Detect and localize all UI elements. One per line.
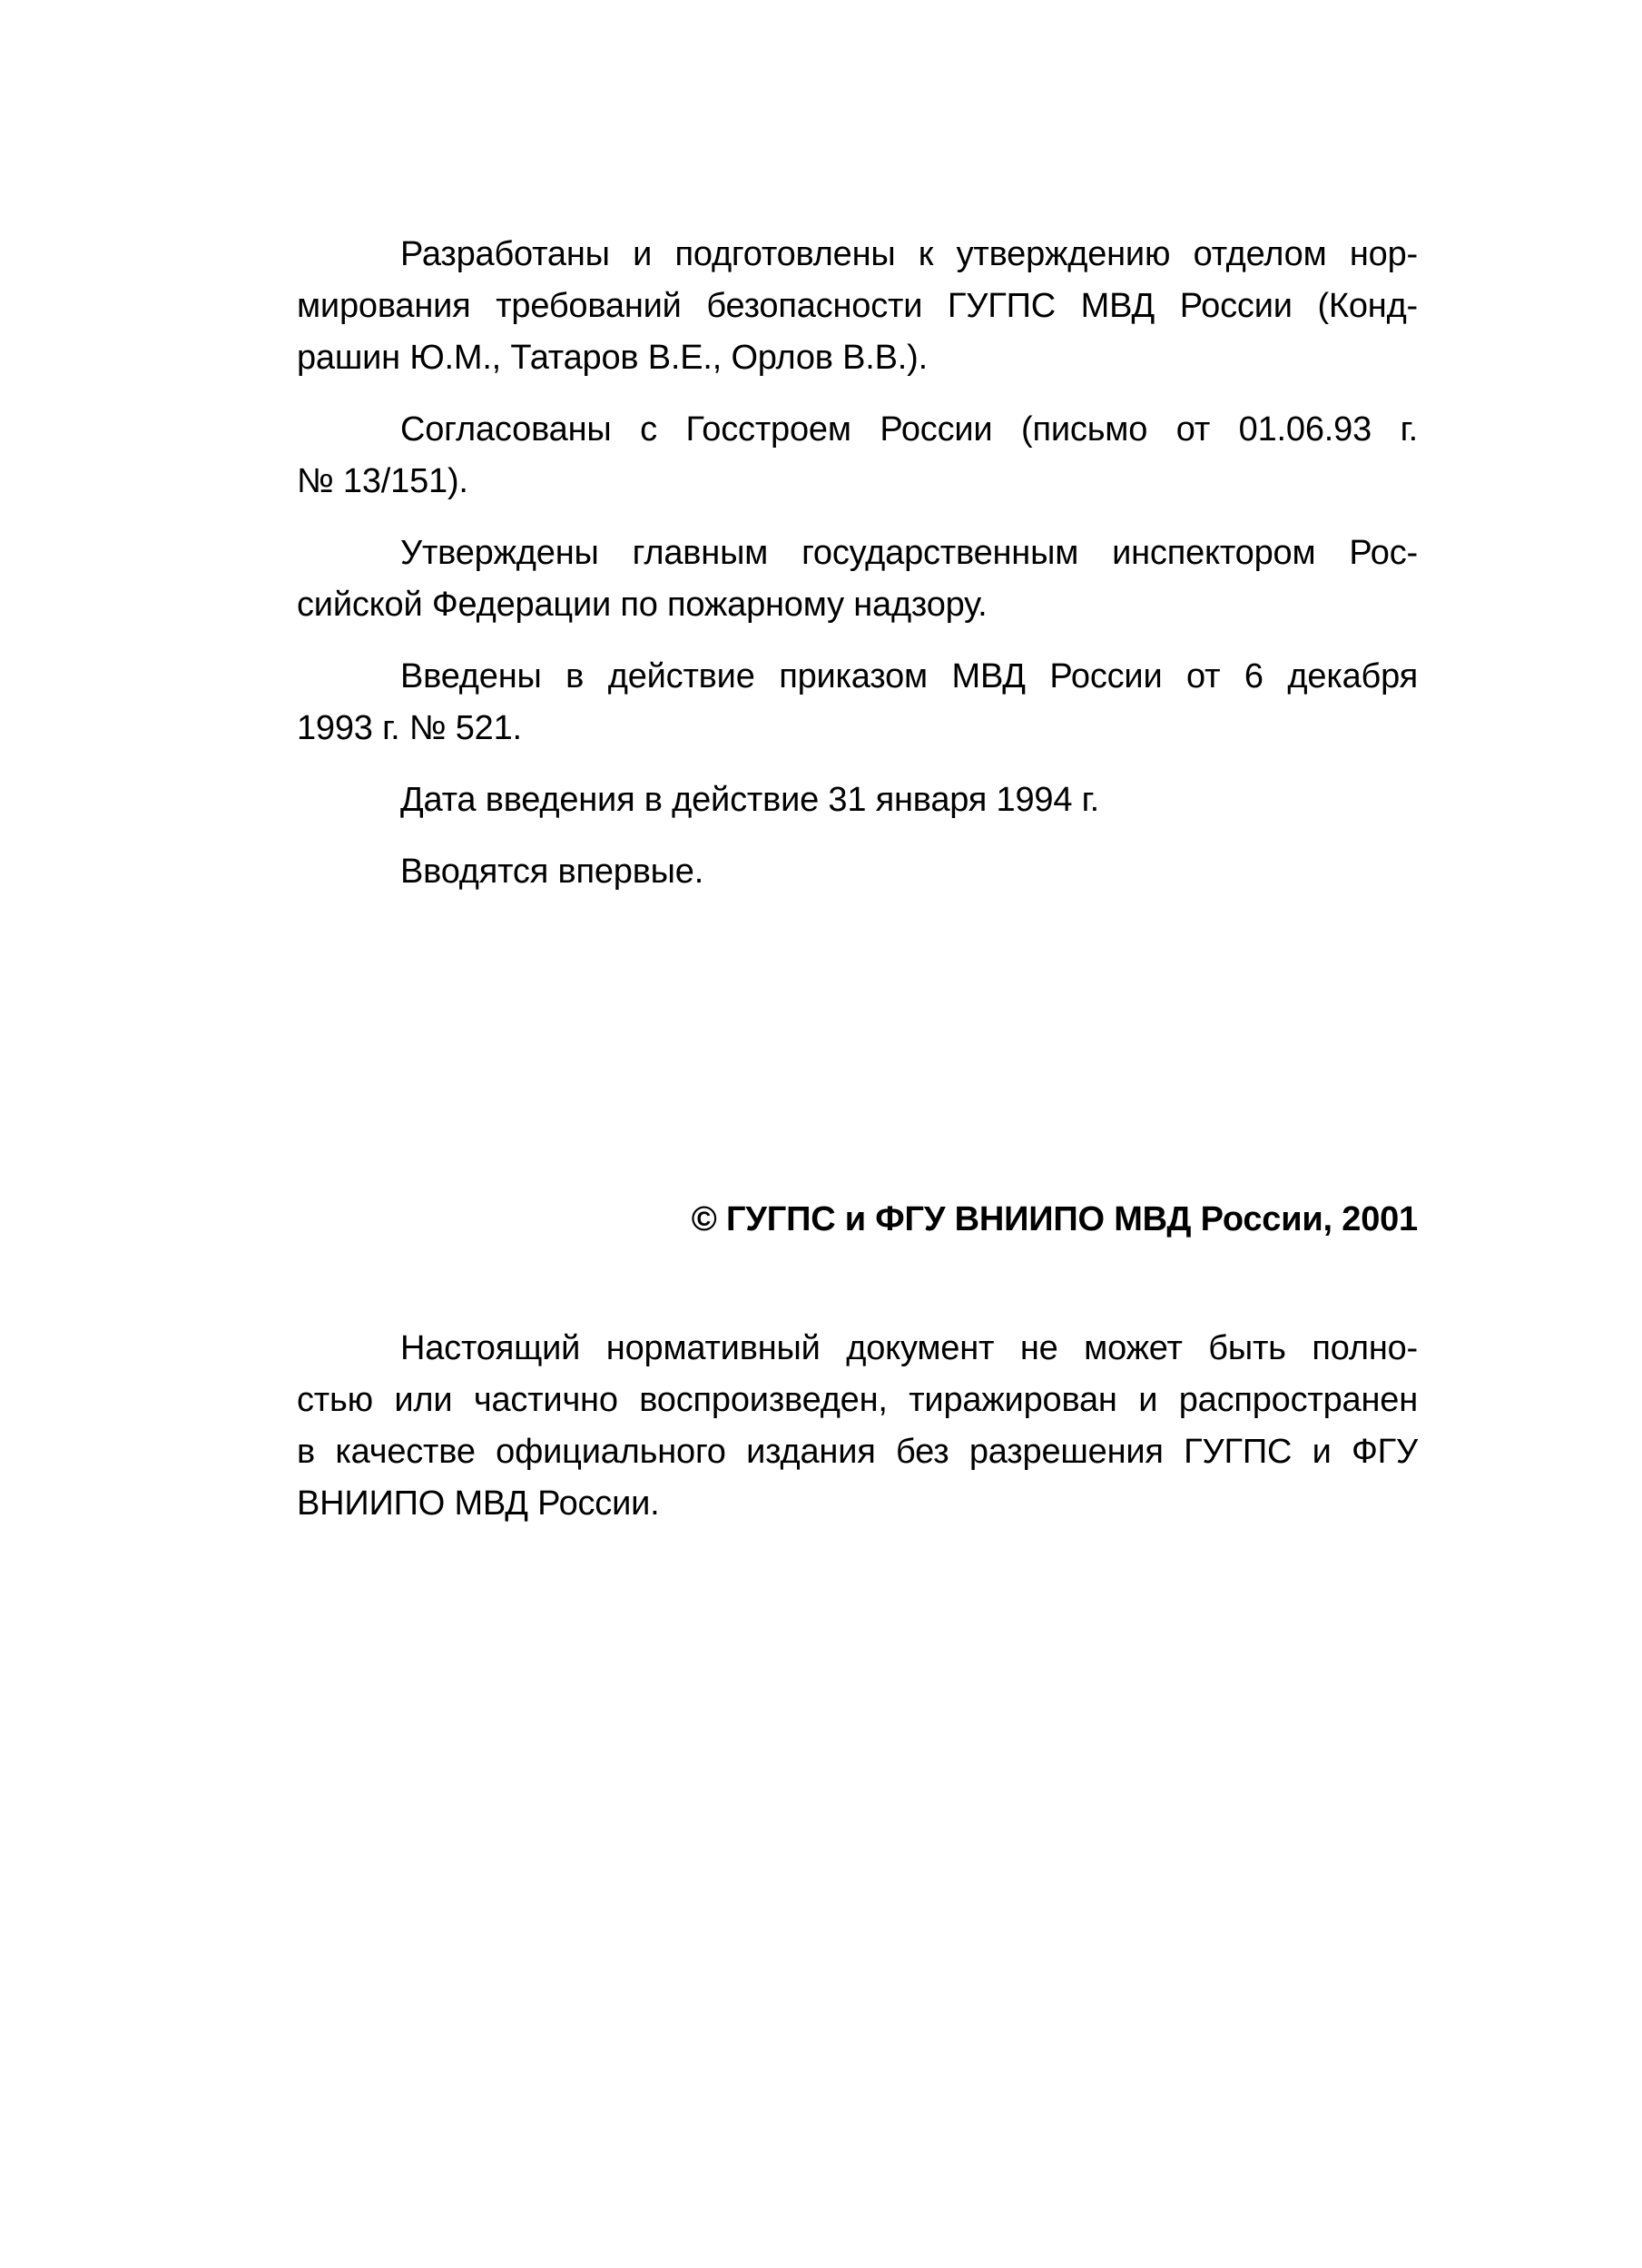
text-line: Вводятся впервые. [400,853,704,891]
text-line: Утверждены главным государственным инспектором Рос- [400,534,1418,572]
paragraph-put-into-effect [297,651,1418,754]
text-line: ВНИИПО МВД России. [297,1484,660,1523]
text-line: стью или частично воспроизведен, тиражирован и распространен [297,1381,1418,1419]
copyright-line: © ГУГПС и ФГУ ВНИИПО МВД России, 2001 [691,1200,1418,1238]
paragraph-reproduction-notice [297,1323,1418,1530]
text-line: Дата введения в действие 31 января 1994 г. [400,781,1099,819]
text-line: Разработаны и подготовлены к утверждению отделом нор- [400,235,1418,273]
paragraph-effective-date [297,774,1418,826]
paragraph-developed-by [297,229,1418,384]
text-line: Настоящий нормативный документ не может быть полно- [400,1329,1418,1367]
text-line: Введены в действие приказом МВД России от 6 декабря [400,657,1418,695]
text-line: рашин Ю.М., Татаров В.Е., Орлов В.В.). [297,339,928,377]
text-block [297,229,1418,1550]
text-line: № 13/151). [297,462,468,500]
text-line: в качестве официального издания без разрешения ГУГПС и ФГУ [297,1433,1418,1471]
text-line: мирования требований безопасности ГУГПС МВД России (Конд- [297,287,1418,325]
text-line: 1993 г. № 521. [297,709,522,747]
text-line: сийской Федерации по пожарному надзору. [297,586,988,624]
paragraph-approved-by [297,528,1418,631]
paragraph-introduced-first-time [297,846,1418,898]
paragraph-agreed-with [297,404,1418,508]
text-line: Согласованы с Госстроем России (письмо от 01.06.93 г. [400,410,1418,449]
